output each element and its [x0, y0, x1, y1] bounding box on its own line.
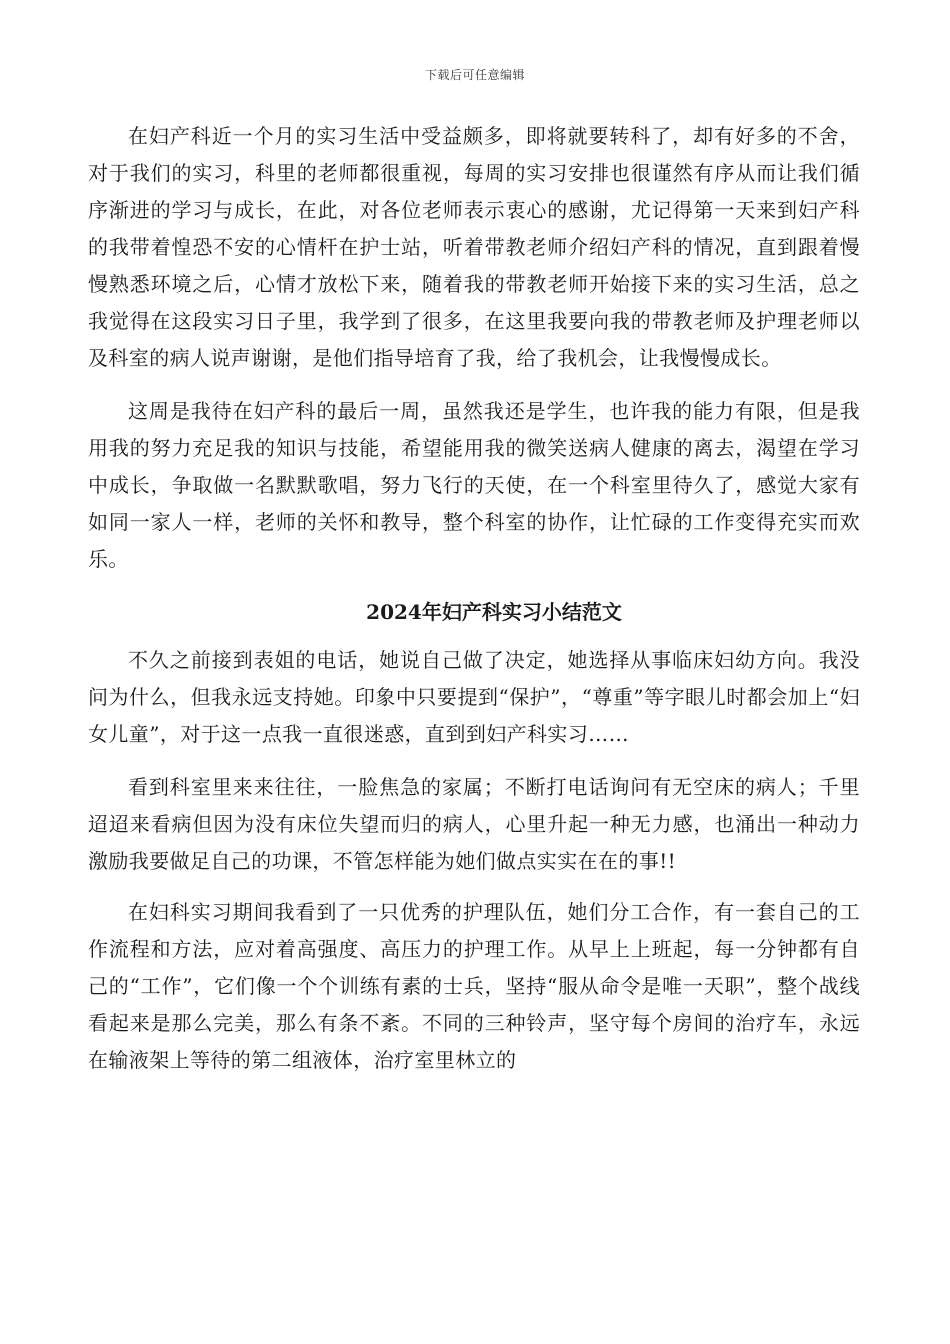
section-title: 2024年妇产科实习小结范文	[366, 600, 622, 624]
paragraph: 在妇产科近一个月的实习生活中受益颇多，即将就要转科了，却有好多的不舍，对于我们的实习，科里的老师都很重视，每周的实习安排也很谨然有序从而让我们循序渐进的学习与成长，在此，对各位老师表示衷心的感谢，尤记得第一天来到妇产科的我带着惶恐不安的心情杆在护士站，听着带教老师介绍妇产科的情况，直到跟着慢慢熟悉环境之后，心情才放松下来，随着我的带教老师开始接下来的实习生活，总之我觉得在这段实习日子里，我学到了很多，在这里我要向我的带教老师及护理老师以及科室的病人说声谢谢，是他们指导培育了我，给了我机会，让我慢慢成长。	[88, 124, 860, 370]
paragraph: 看到科室里来来往往，一脸焦急的家属；不断打电话询问有无空床的病人；千里迢迢来看病但因为没有床位失望而归的病人，心里升起一种无力感，也涌出一种动力激励我要做足自己的功课，不管怎样能为她们做点实实在在的事!!	[88, 775, 860, 873]
page-header-note: 下载后可任意编辑	[424, 68, 525, 82]
paragraph-spacer	[88, 753, 860, 769]
document-body	[88, 118, 860, 1079]
paragraph: 不久之前接到表姐的电话，她说自己做了决定，她选择从事临床妇幼方向。我没问为什么，但我永远支持她。印象中只要提到“保护”，“尊重”等字眼儿时都会加上“妇女儿童”，对于这一点我一直很迷惑，直到到妇产科实习……	[88, 648, 860, 746]
paragraph: 在妇科实习期间我看到了一只优秀的护理队伍，她们分工合作，有一套自己的工作流程和方法，应对着高强度、高压力的护理工作。从早上上班起，每一分钟都有自己的“工作”，它们像一个个训练有素的士兵，坚持“服从命令是唯一天职”，整个战线看起来是那么完美，那么有条不紊。不同的三种铃声，坚守每个房间的治疗车，永远在输液架上等待的第二组液体，治疗室里林立的	[88, 900, 860, 1072]
paragraph: 这周是我待在妇产科的最后一周，虽然我还是学生，也许我的能力有限，但是我用我的努力充足我的知识与技能，希望能用我的微笑送病人健康的离去，渴望在学习中成长，争取做一名默默歌唱，努力飞行的天使，在一个科室里待久了，感觉大家有如同一家人一样，老师的关怀和教导，整个科室的协作，让忙碌的工作变得充实而欢乐。	[88, 399, 860, 571]
paragraph-spacer	[88, 377, 860, 393]
paragraph-spacer	[88, 880, 860, 894]
